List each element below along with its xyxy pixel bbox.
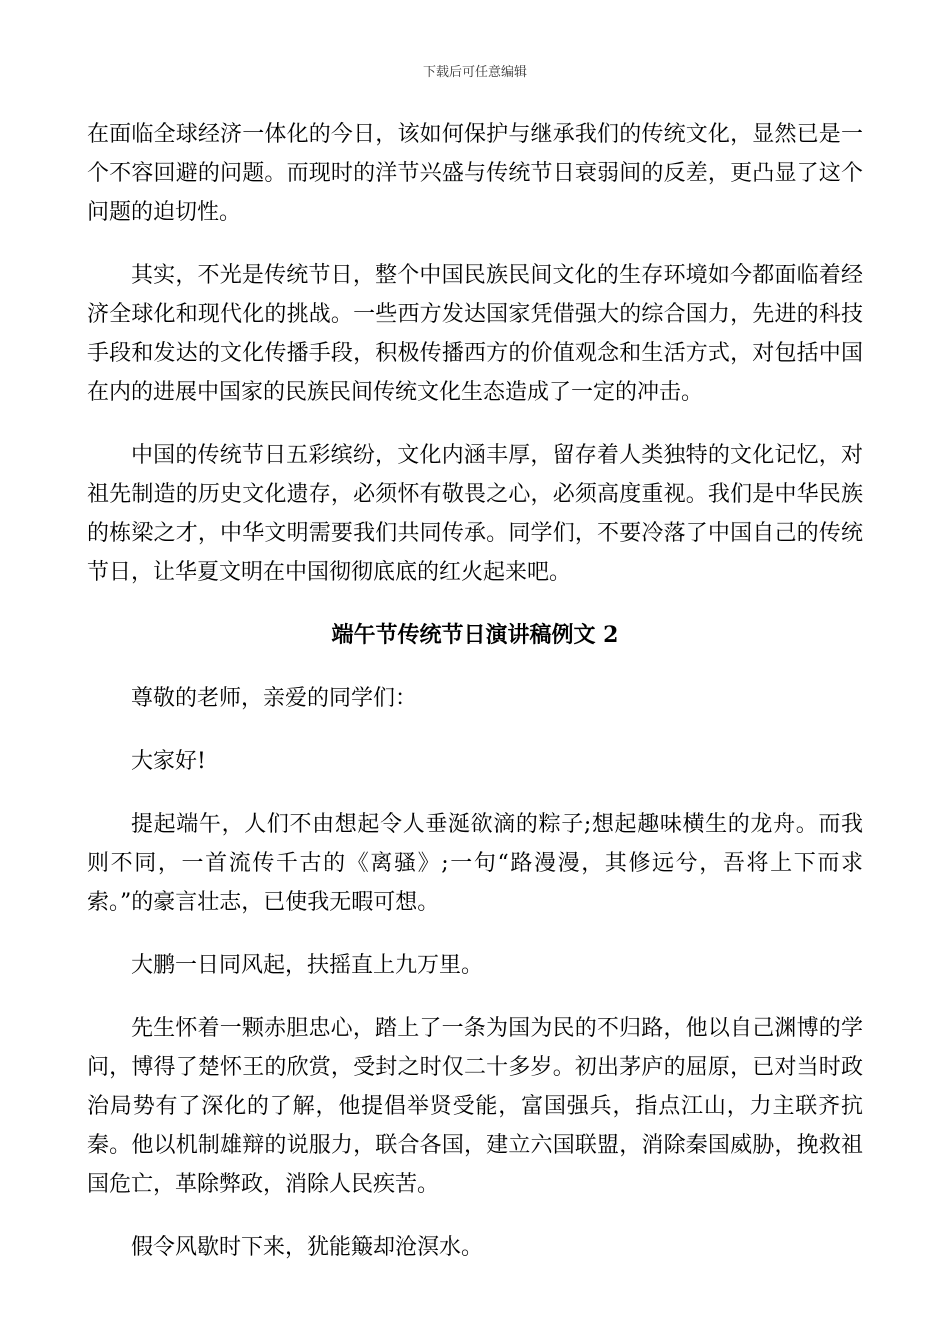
section-title: 端午节传统节日演讲稿例文 2 xyxy=(331,622,619,648)
paragraph-challenge: 其实，不光是传统节日，整个中国民族民间文化的生存环境如今都面临着经济全球化和现代化的挑战。一些西方发达国家凭借强大的综合国力，先进的科技手段和发达的文化传播手段，积极传播西方的价值观念和生活方式，对包括中国在内的进展中国家的民族民间传统文化生态造成了一定的冲击。 xyxy=(87,263,863,405)
paragraph-quote-dapeng: 大鹏一日同风起，扶摇直上九万里。 xyxy=(131,953,484,978)
page-header-note: 下载后可任意编辑 xyxy=(422,65,527,80)
paragraph-greeting: 大家好! xyxy=(131,749,206,774)
document-body xyxy=(87,115,863,1291)
paragraph-intro: 在面临全球经济一体化的今日，该如何保护与继承我们的传统文化，显然已是一个不容回避的问题。而现时的洋节兴盛与传统节日衰弱间的反差，更凸显了这个问题的迫切性。 xyxy=(87,122,863,225)
paragraph-quyuan: 先生怀着一颗赤胆忠心，踏上了一条为国为民的不归路，他以自己渊博的学问，博得了楚怀王的欣赏，受封之时仅二十多岁。初出茅庐的屈原，已对当时政治局势有了深化的了解，他提倡举贤受能，富国强兵，指点江山，力主联齐抗秦。他以机制雄辩的说服力，联合各国，建立六国联盟，消除秦国威胁，挽救祖国危亡，革除弊政，消除人民疾苦。 xyxy=(87,1016,863,1197)
paragraph-quote-wind: 假令风歇时下来，犹能簸却沧溟水。 xyxy=(131,1235,484,1260)
paragraph-duanwu: 提起端午，人们不由想起令人垂涎欲滴的粽子;想起趣味横生的龙舟。而我则不同，一首流传千古的《离骚》;一句“路漫漫，其修远兮，吾将上下而求索。”的豪言壮志，已使我无暇可想。 xyxy=(87,812,863,915)
paragraph-conclusion: 中国的传统节日五彩缤纷，文化内涵丰厚，留存着人类独特的文化记忆，对祖先制造的历史文化遗存，必须怀有敬畏之心，必须高度重视。我们是中华民族的栋梁之才，中华文明需要我们共同传承。同学们，不要冷落了中国自己的传统节日，让华夏文明在中国彻彻底底的红火起来吧。 xyxy=(87,443,863,585)
paragraph-salutation: 尊敬的老师，亲爱的同学们： xyxy=(131,686,418,711)
